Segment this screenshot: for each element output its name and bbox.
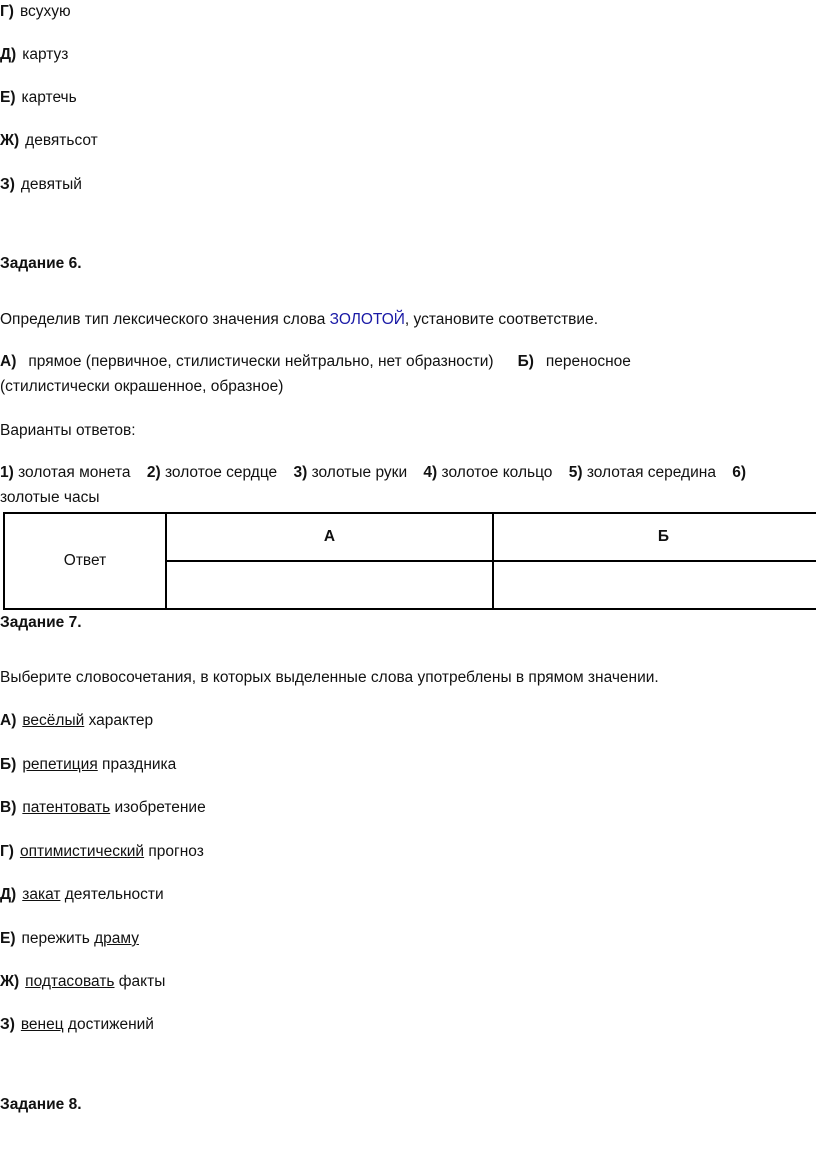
option-text: картечь: [21, 89, 77, 106]
option-letter: Г): [0, 3, 14, 20]
instruction-text: Определив тип лексического значения слова: [0, 311, 330, 328]
variants-label: Варианты ответов:: [0, 422, 136, 439]
option-text: всухую: [19, 3, 71, 20]
item-underlined: драму: [94, 930, 139, 947]
task7-item-zh: [0, 972, 165, 992]
column-header-a: А: [166, 513, 493, 561]
variant-num: 3): [293, 464, 308, 481]
variant-text: золотая середина: [586, 464, 716, 481]
prev-option-e: [0, 88, 77, 108]
variants-line1: [0, 463, 746, 483]
prev-option-d: [0, 45, 68, 65]
item-underlined: подтасовать: [25, 973, 115, 990]
item-letter: В): [0, 799, 17, 816]
item-post: прогноз: [144, 843, 204, 860]
task7-item-g: [0, 842, 204, 862]
variant-num: 5): [568, 464, 583, 481]
answer-cell-a[interactable]: [166, 561, 493, 609]
option-letter: Е): [0, 89, 16, 106]
answer-row-label: Ответ: [4, 513, 166, 609]
item-letter: Д): [0, 886, 17, 903]
option-text: девятьсот: [25, 132, 98, 149]
type-b-letter: Б): [517, 353, 534, 370]
item-letter: Б): [0, 756, 17, 773]
item-underlined: венец: [20, 1016, 64, 1033]
task6-types-line1: [0, 352, 631, 372]
variant-text: золотое сердце: [164, 464, 278, 481]
answer-cell-b[interactable]: [493, 561, 816, 609]
item-letter: З): [0, 1016, 15, 1033]
task7-item-a: [0, 711, 153, 731]
item-letter: Г): [0, 843, 14, 860]
task7-item-v: [0, 798, 206, 818]
item-post: характер: [84, 712, 154, 729]
option-letter: Д): [0, 46, 17, 63]
variant-num: 6): [732, 464, 747, 481]
task7-item-b: [0, 755, 176, 775]
variant-num: 4): [423, 464, 438, 481]
answer-table: [3, 512, 816, 610]
prev-option-zh: [0, 131, 98, 151]
column-header-b: Б: [493, 513, 816, 561]
task7-instruction: Выберите словосочетания, в которых выделенные слова употреблены в прямом значении.: [0, 669, 659, 686]
variants-line2: золотые часы: [0, 489, 100, 506]
prev-option-z: [0, 175, 82, 195]
keyword: ЗОЛОТОЙ: [329, 311, 405, 328]
option-text: картуз: [22, 46, 69, 63]
variant-num: 1): [0, 464, 14, 481]
item-post: изобретение: [110, 799, 206, 816]
task7-item-d: [0, 885, 164, 905]
item-pre: пережить: [21, 930, 95, 947]
option-letter: З): [0, 176, 15, 193]
item-underlined: патентовать: [22, 799, 111, 816]
task6-instruction: [0, 310, 598, 330]
instruction-text-end: , установите соответствие.: [404, 311, 598, 328]
item-letter: Ж): [0, 973, 20, 990]
item-underlined: оптимистический: [19, 843, 145, 860]
type-b-text: переносное: [545, 353, 631, 370]
item-letter: Е): [0, 930, 16, 947]
task6-types-line2: (стилистически окрашенное, образное): [0, 378, 284, 395]
type-a-letter: А): [0, 353, 17, 370]
item-underlined: репетиция: [22, 756, 98, 773]
prev-option-g: [0, 2, 71, 22]
task7-title: Задание 7.: [0, 614, 82, 631]
option-letter: Ж): [0, 132, 20, 149]
task7-item-e: [0, 929, 139, 949]
variant-text: золотое кольцо: [441, 464, 553, 481]
item-underlined: весёлый: [22, 712, 85, 729]
item-post: праздника: [97, 756, 177, 773]
task6-title: Задание 6.: [0, 255, 82, 272]
option-text: девятый: [20, 176, 82, 193]
variant-text: золотые руки: [311, 464, 408, 481]
item-post: достижений: [63, 1016, 154, 1033]
variant-text: золотая монета: [18, 464, 131, 481]
item-letter: А): [0, 712, 17, 729]
task7-item-z: [0, 1015, 154, 1035]
task8-title: Задание 8.: [0, 1096, 82, 1113]
item-post: деятельности: [60, 886, 164, 903]
variant-num: 2): [146, 464, 161, 481]
item-underlined: закат: [22, 886, 61, 903]
type-a-text: прямое (первичное, стилистически нейтрально, нет образности): [28, 353, 494, 370]
item-post: факты: [114, 973, 166, 990]
